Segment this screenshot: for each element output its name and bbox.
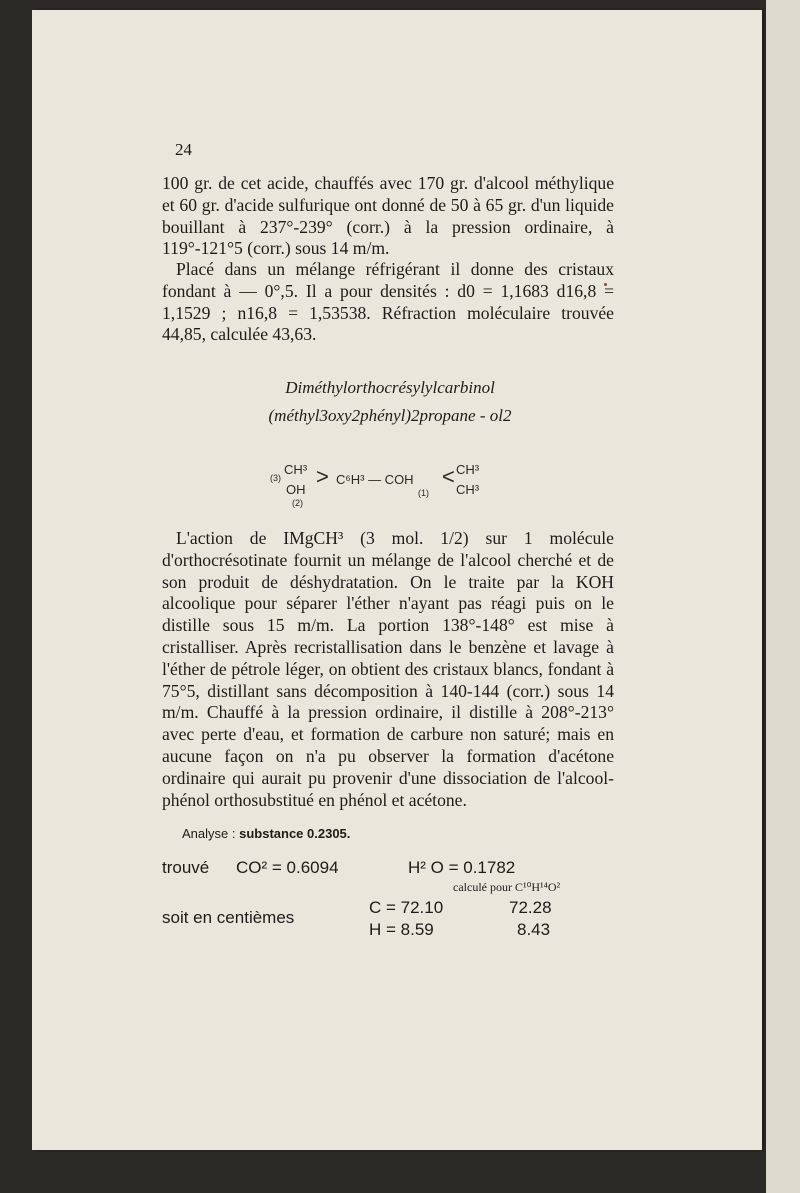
formula-right-bracket: <: [442, 464, 455, 489]
hydrogen-calculated: 8.43: [517, 920, 551, 939]
analysis-heading: [182, 826, 350, 841]
hydrogen-found: H = 8.59: [369, 920, 434, 939]
carbon-calculated: 72.28: [509, 898, 552, 917]
page-number: 24: [175, 140, 192, 159]
formula-right-group-top: CH³: [456, 462, 480, 477]
paragraph-1: 100 gr. de cet acide, chauffés avec 170 gr. d'alcool méthylique et 60 gr. d'acide sulfurique ont donné de 50 à 65 gr. d'un liquide bouillant à 237°-239° (corr.) à la pression ordinaire, à 119°-121°5 (corr.) sous 14 m/m.: [162, 173, 614, 259]
formula-left-group-bottom: OH: [286, 482, 306, 497]
compound-systematic-name: (méthyl3oxy2phényl)2propane - ol2: [268, 406, 512, 425]
formula-position-1: (1): [418, 488, 429, 498]
calculated-label: calculé pour C¹⁰H¹⁴O²: [453, 880, 561, 894]
carbon-found: C = 72.10: [369, 898, 444, 917]
paragraph-2: Placé dans un mélange réfrigérant il donne des cristaux fondant à — 0°,5. Il a pour densités : d0 = 1,1683 d16,8 = 1,1529 ; n16,8 = 1,53538. Réfraction moléculaire trouvée 44,85, calculée 43,63.: [162, 259, 614, 345]
structural-formula: [270, 456, 520, 508]
compound-name: Diméthylorthocrésylylcarbinol: [285, 378, 495, 397]
analysis-substance: substance 0.2305.: [239, 826, 351, 841]
paragraph-3: L'action de IMgCH³ (3 mol. 1/2) sur 1 molécule d'orthocrésotinate fournit un mélange de l'alcool cherché et de son produit de déshydratation. On le traite par la KOH alcoolique pour séparer l'éther n'ayant pas réagi puis on le distille sous 15 m/m. La portion 138°-148° est mise à cristalliser. Après recristallisation dans le benzène et lavage à l'éther de pétrole léger, on obtient des cristaux blancs, fondant à 75°5, distillant sans décomposition à 140-144 (corr.) sous 14 m/m. Chauffé à la pression ordinaire, il distille à 208°-213° avec perte d'eau, et formation de carbure non saturé; mais en aucune façon on n'a pu observer la formation d'acétone ordinaire qui aurait pu provenir d'une dissociation de l'alcool-phénol orthosubstitué en phénol et acétone.: [162, 528, 614, 810]
found-label: trouvé: [162, 858, 210, 877]
formula-left-group-top: CH³: [284, 462, 308, 477]
formula-bracket: >: [316, 464, 329, 489]
formula-center: C⁶H³ — COH: [336, 472, 414, 487]
percent-label: soit en centièmes: [162, 908, 295, 927]
next-page-edge: [766, 0, 800, 1193]
formula-position-3: (3): [270, 473, 281, 483]
h2o-value: H² O = 0.1782: [408, 858, 516, 877]
formula-position-2: (2): [292, 498, 303, 508]
formula-right-group-bottom: CH³: [456, 482, 480, 497]
co2-value: CO² = 0.6094: [236, 858, 339, 877]
analysis-label: Analyse :: [182, 826, 236, 841]
